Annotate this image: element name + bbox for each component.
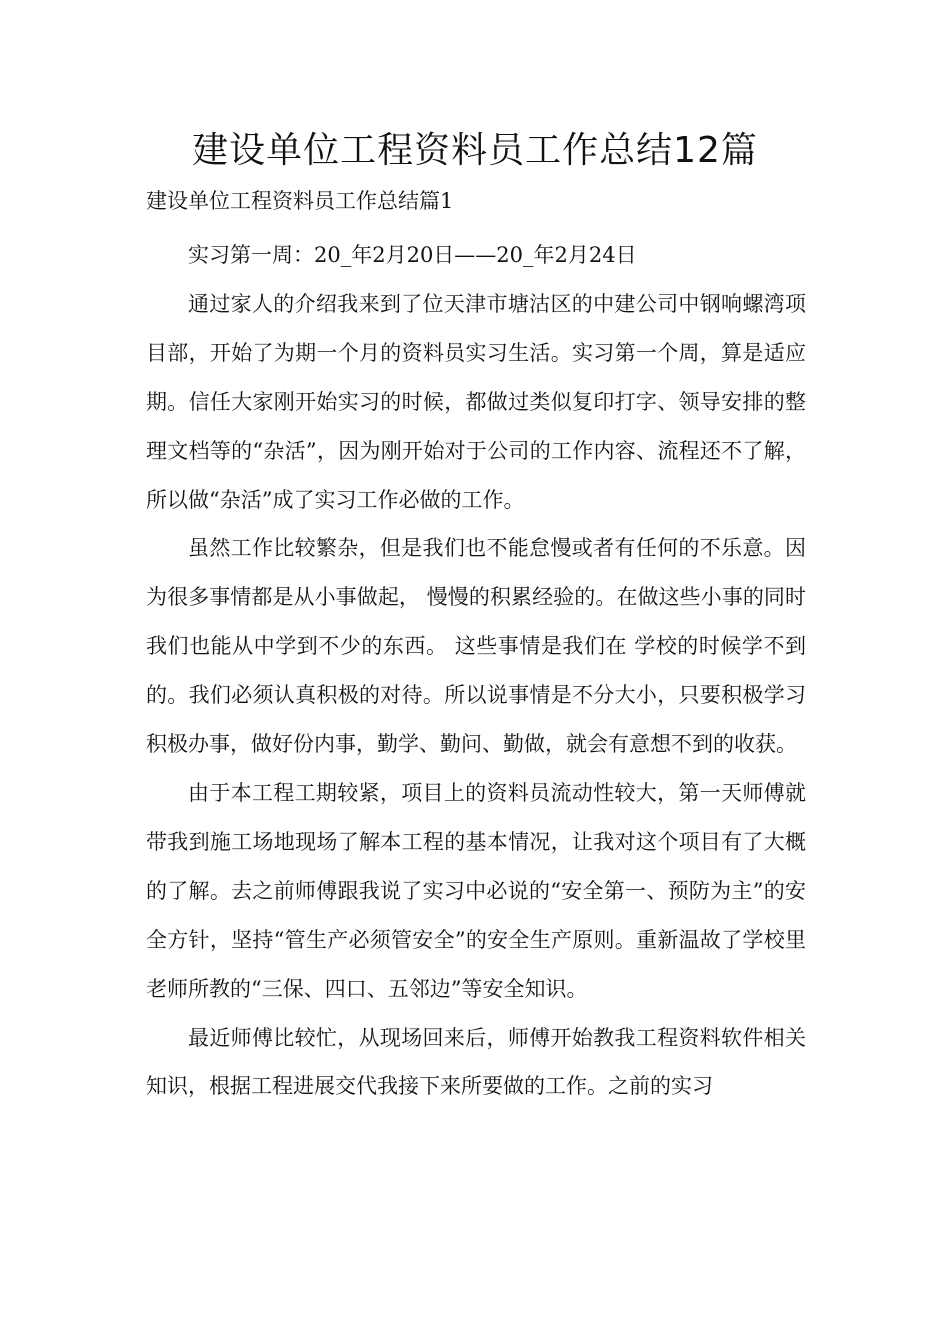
paragraph-week-one-date: 实习第一周：20_年2月20日——20_年2月24日: [188, 243, 637, 267]
paragraph-introduction: 通过家人的介绍我来到了位天津市塘沽区的中建公司中钢响螺湾项目部，开始了为期一个月的资料员实习生活。实习第一个周，算是适应期。信任大家刚开始实习的时候，都做过类似复印打字、领导安排的整理文档等的“杂活”，因为刚开始对于公司的工作内容、流程还不了解，所以做“杂活”成了实习工作必做的工作。: [146, 291, 806, 512]
document-body: [146, 231, 806, 1111]
paragraph-site-safety: 由于本工程工期较紧，项目上的资料员流动性较大，第一天师傅就带我到施工场地现场了解本工程的基本情况，让我对这个项目有了大概的了解。去之前师傅跟我说了实习中必说的“安全第一、预防为主”的安全方针，坚持“管生产必须管安全”的安全生产原则。重新温故了学校里老师所教的“三保、四口、五邻边”等安全知识。: [146, 780, 806, 1001]
document-title: 建设单位工程资料员工作总结12篇: [192, 130, 758, 171]
section-heading: 建设单位工程资料员工作总结篇1: [146, 189, 454, 213]
paragraph-small-tasks: 虽然工作比较繁杂，但是我们也不能怠慢或者有任何的不乐意。因为很多事情都是从小事做起， 慢慢的积累经验的。在做这些小事的同时我们也能从中学到不少的东西。 这些事情是我们在 学校的时候学不到的。我们必须认真积极的对待。所以说事情是不分大小，只要积极学习积极办事，做好份内事，勤学、勤问、勤做，就会有意想不到的收获。: [146, 536, 806, 757]
paragraph-software-training: 最近师傅比较忙，从现场回来后，师傅开始教我工程资料软件相关知识，根据工程进展交代我接下来所要做的工作。之前的实习: [146, 1025, 806, 1099]
